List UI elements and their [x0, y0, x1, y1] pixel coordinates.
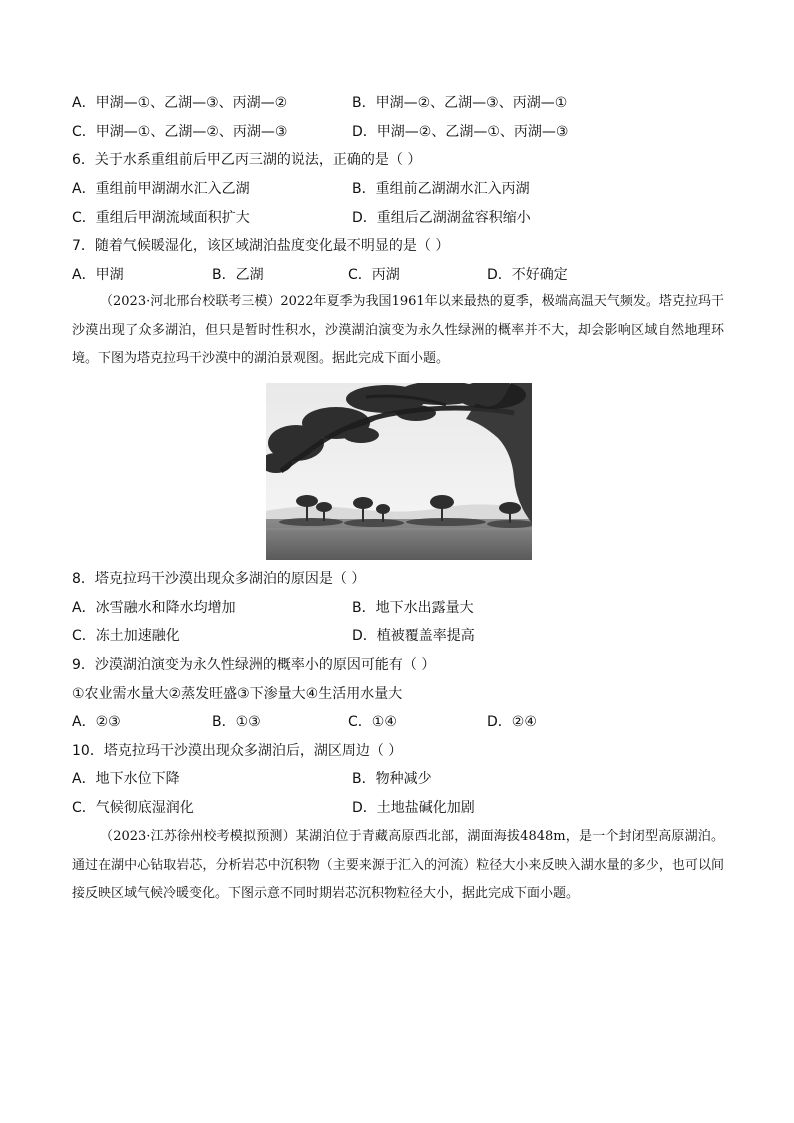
q9-option-c: C．①④ — [348, 714, 397, 730]
desert-lake-photo — [266, 383, 532, 560]
q6-option-b: B．重组前乙湖湖水汇入丙湖 — [352, 181, 530, 197]
q8-option-c: C．冻土加速融化 — [72, 628, 180, 644]
q10-stem: 10．塔克拉玛干沙漠出现众多湖泊后，湖区周边（ ） — [72, 743, 403, 759]
q7-option-c: C．丙湖 — [348, 267, 400, 283]
q9-option-a: A．②③ — [72, 714, 121, 730]
q10-option-a: A．地下水位下降 — [72, 771, 180, 787]
q6-stem: 6．关于水系重组前后甲乙丙三湖的说法，正确的是（ ） — [72, 152, 422, 168]
q5-option-d: D．甲湖—②、乙湖—①、丙湖—③ — [352, 124, 569, 140]
q5-option-a: A．甲湖—①、乙湖—③、丙湖—② — [72, 95, 288, 111]
q10-option-c: C．气候彻底湿润化 — [72, 800, 194, 816]
q7-option-a: A．甲湖 — [72, 267, 124, 283]
passage-2: （2023·江苏徐州校考模拟预测）某湖泊位于青藏高原西北部，湖面海拔4848m，是一个封闭型高原湖泊。通过在湖中心钻取岩芯，分析岩芯中沉积物（主要来源于汇入的河流）粒径大小来反映入湖水量的多少，也可以间接反映区域气候冷暖变化。下图示意不同时期岩芯沉积物粒径大小，据此完成下面小题。 — [72, 829, 724, 901]
q6-option-d: D．重组后乙湖湖盆容积缩小 — [352, 210, 531, 226]
q7-stem: 7．随着气候暖湿化，该区域湖泊盐度变化最不明显的是（ ） — [72, 238, 450, 254]
q9-option-b: B．①③ — [212, 714, 261, 730]
q8-option-d: D．植被覆盖率提高 — [352, 628, 475, 644]
q10-option-d: D．土地盐碱化加剧 — [352, 800, 475, 816]
q8-stem: 8．塔克拉玛干沙漠出现众多湖泊的原因是（ ） — [72, 571, 366, 587]
q5-option-c: C．甲湖—①、乙湖—②、丙湖—③ — [72, 124, 288, 140]
q8-option-a: A．冰雪融水和降水均增加 — [72, 600, 236, 616]
q8-option-b: B．地下水出露量大 — [352, 600, 474, 616]
passage-1: （2023·河北邢台校联考三模）2022年夏季为我国1961年以来最热的夏季，极端高温天气频发。塔克拉玛干沙漠出现了众多湖泊，但只是暂时性积水，沙漠湖泊演变为永久性绿洲的概率并不大，却会影响区域自然地理环境。下图为塔克拉玛干沙漠中的湖泊景观图。据此完成下面小题。 — [72, 294, 724, 366]
q10-option-b: B．物种减少 — [352, 771, 432, 787]
q9-items: ①农业需水量大②蒸发旺盛③下渗量大④生活用水量大 — [72, 686, 403, 702]
q5-option-b: B．甲湖—②、乙湖—③、丙湖—① — [352, 95, 568, 111]
q9-stem: 9．沙漠湖泊演变为永久性绿洲的概率小的原因可能有（ ） — [72, 657, 436, 673]
q9-option-d: D．②④ — [487, 714, 537, 730]
q6-option-a: A．重组前甲湖湖水汇入乙湖 — [72, 181, 250, 197]
q7-option-b: B．乙湖 — [212, 267, 264, 283]
q7-option-d: D．不好确定 — [487, 267, 568, 283]
q6-option-c: C．重组后甲湖流域面积扩大 — [72, 210, 250, 226]
